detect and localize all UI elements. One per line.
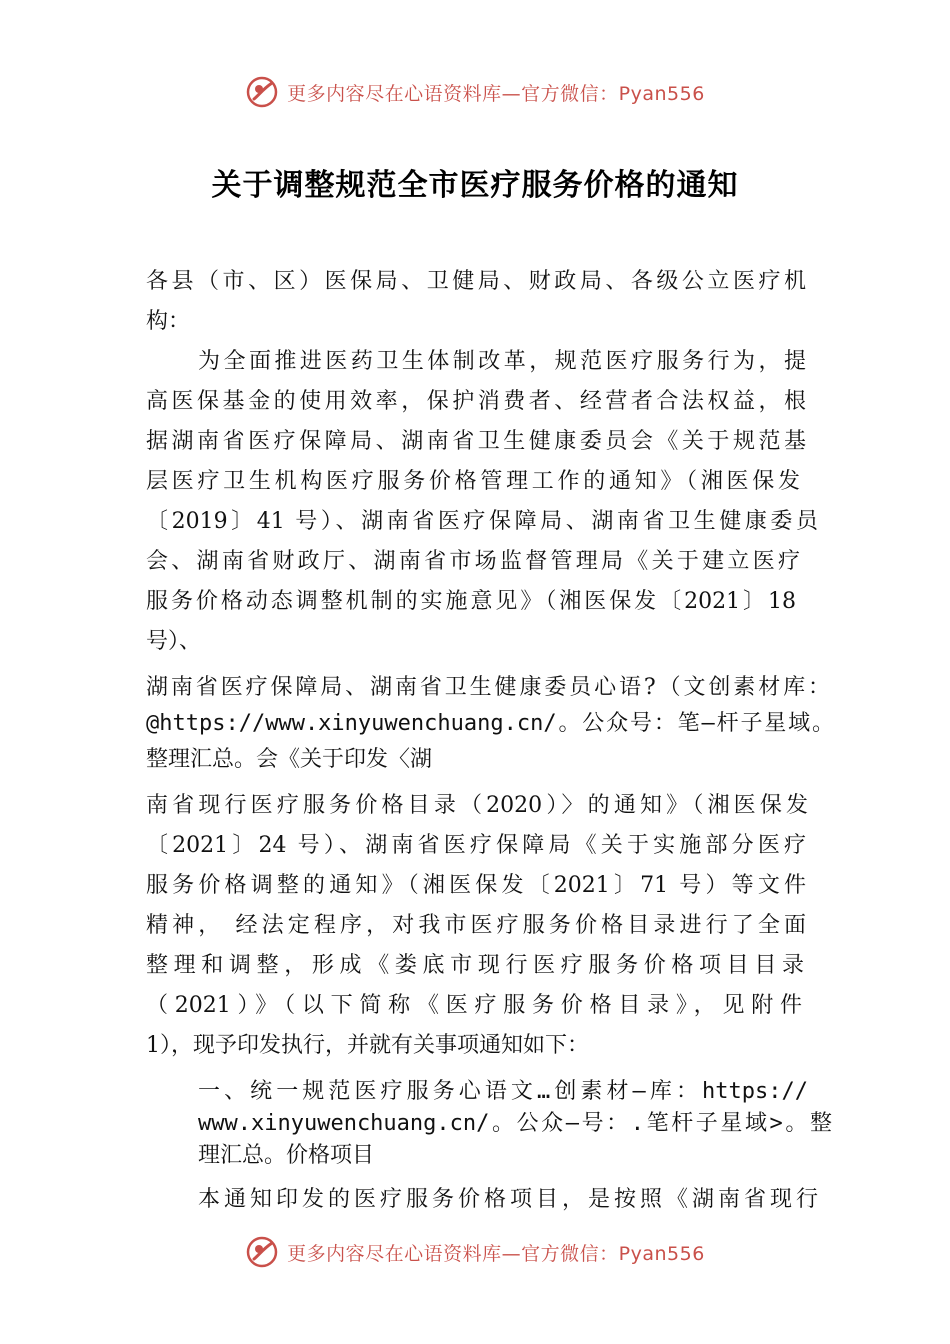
body-line: 本通知印发的医疗服务价格项目，是按照《湖南省现行 — [198, 1187, 818, 1212]
body-line: 各县（市、区）医保局、卫健局、财政局、各级公立医疗机 — [146, 269, 806, 294]
body-line: 为全面推进医药卫生体制改革，规范医疗服务行为，提 — [198, 349, 806, 374]
body-line: 号）、 — [146, 629, 202, 654]
body-line: 整理和调整，形成《娄底市现行医疗服务价格项目目录 — [146, 953, 804, 978]
body-line: 层医疗卫生机构医疗服务价格管理工作的通知》（湘医保发 — [146, 469, 800, 494]
watermark-text: 更多内容尽在心语资料库—官方微信：Pyan556 — [287, 82, 705, 105]
body-line: 服务价格动态调整机制的实施意见》（湘医保发〔2021〕18 — [146, 589, 796, 614]
body-line: 会、湖南省财政厅、湖南省市场监督管理局《关于建立医疗 — [146, 549, 800, 574]
body-line: 服务价格调整的通知》（湘医保发〔2021〕71 号）等文件 — [146, 873, 806, 898]
watermark-logo-icon — [245, 75, 279, 109]
body-line: www.xinyuwenchuang.cn/。公众—号：.笔杆子星域>。整 — [198, 1111, 832, 1136]
footer-watermark — [0, 1232, 950, 1272]
document-title: 关于调整规范全市医疗服务价格的通知 — [211, 168, 739, 203]
watermark-logo-icon — [245, 1235, 279, 1269]
body-line: （2021）》（以下简称《医疗服务价格目录》，见附件 — [146, 993, 802, 1018]
body-line: 整理汇总。会《关于印发〈湖 — [146, 747, 433, 772]
header-watermark — [0, 72, 950, 112]
body-line: @https://www.xinyuwenchuang.cn/。公众号：笔—杆子星域。 — [146, 711, 834, 736]
body-line: 一、统一规范医疗服务心语文…创素材—库：https:// — [198, 1079, 808, 1104]
body-line: 1），现予印发执行，并就有关事项通知如下： — [146, 1033, 589, 1058]
body-line: 湖南省医疗保障局、湖南省卫生健康委员心语?（文创素材库： — [146, 675, 830, 700]
body-line: 南省现行医疗服务价格目录（2020）〉的通知》（湘医保发 — [146, 793, 808, 818]
body-line: 精神， 经法定程序，对我市医疗服务价格目录进行了全面 — [146, 913, 806, 938]
body-line: 〔2019〕41 号）、湖南省医疗保障局、湖南省卫生健康委员 — [146, 509, 818, 534]
body-line: 〔2021〕24 号）、湖南省医疗保障局《关于实施部分医疗 — [146, 833, 806, 858]
body-line: 据湖南省医疗保障局、湖南省卫生健康委员会《关于规范基 — [146, 429, 806, 454]
body-line: 理汇总。价格项目 — [198, 1143, 375, 1168]
body-line: 高医保基金的使用效率，保护消费者、经营者合法权益，根 — [146, 389, 806, 414]
body-line: 构： — [146, 309, 191, 334]
watermark-text: 更多内容尽在心语资料库—官方微信：Pyan556 — [287, 1242, 705, 1265]
